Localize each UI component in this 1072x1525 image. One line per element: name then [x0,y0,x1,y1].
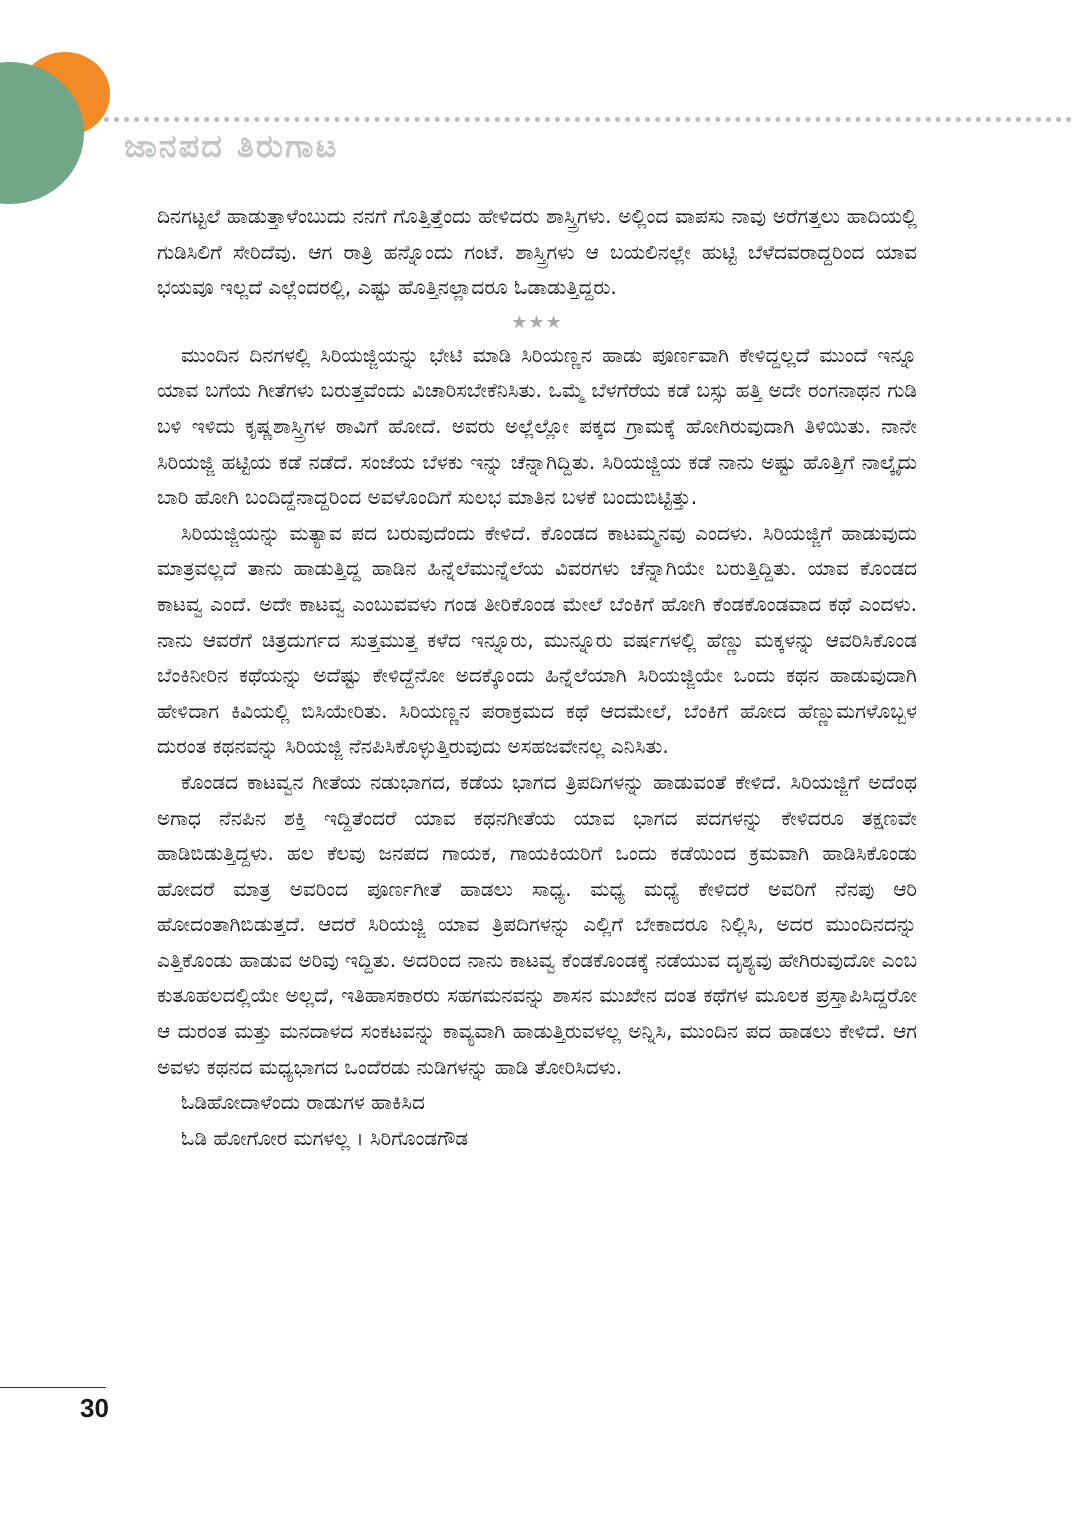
paragraph: ಮುಂದಿನ ದಿನಗಳಲ್ಲಿ ಸಿರಿಯಜ್ಜಿಯನ್ನು ಭೇಟಿ ಮಾಡಿ ಸಿರಿಯಣ್ಣನ ಹಾಡು ಪೂರ್ಣವಾಗಿ ಕೇಳಿದ್ದಲ್ಲದೆ ಮುಂದೆ ಇನ್ನೂ ಯಾವ ಬಗೆಯ ಗೀತೆಗಳು ಬರುತ್ತವೆಂದು ವಿಚಾರಿಸಬೇಕೆನಿಸಿತು. ಒಮ್ಮೆ ಬೆಳಗೆರೆಯ ಕಡೆ ಬಸ್ಸು ಹತ್ತಿ ಅದೇ ರಂಗನಾಥನ ಗುಡಿ ಬಳಿ ಇಳಿದು ಕೃಷ್ಣಶಾಸ್ತ್ರಿಗಳ ಠಾವಿಗೆ ಹೋದೆ. ಅವರು ಅಲ್ಲೆಲ್ಲೋ ಪಕ್ಕದ ಗ್ರಾಮಕ್ಕೆ ಹೋಗಿರುವುದಾಗಿ ತಿಳಿಯಿತು. ನಾನೇ ಸಿರಿಯಜ್ಜಿ ಹಟ್ಟಿಯ ಕಡೆ ನಡೆದೆ. ಸಂಜೆಯ ಬೆಳಕು ಇನ್ನು ಚೆನ್ನಾಗಿದ್ದಿತು. ಸಿರಿಯಜ್ಜಿಯ ಕಡೆ ನಾನು ಅಷ್ಟು ಹೊತ್ತಿಗೆ ನಾಲ್ಕೈದು ಬಾರಿ ಹೋಗಿ ಬಂದಿದ್ದೆನಾದ್ದರಿಂದ ಅವಳೊಂದಿಗೆ ಸುಲಭ ಮಾತಿನ ಬಳಕೆ ಬಂದುಬಿಟ್ಟಿತ್ತು. [157,342,917,510]
verse-line: ಓಡಿಹೋದಾಳೆಂದು ರಾಡುಗಳ ಹಾಕಿಸಿದ [181,1090,425,1115]
page-number: 30 [80,1393,109,1423]
section-separator-stars: ★★★ [511,311,563,333]
body-text [157,199,917,1156]
paragraph: ಕೊಂಡದ ಕಾಟವ್ವನ ಗೀತೆಯ ನಡುಭಾಗದ, ಕಡೆಯ ಭಾಗದ ತ್ರಿಪದಿಗಳನ್ನು ಹಾಡುವಂತೆ ಕೇಳಿದೆ. ಸಿರಿಯಜ್ಜಿಗೆ ಅದೆಂಥ ಅಗಾಧ ನೆನಪಿನ ಶಕ್ತಿ ಇದ್ದಿತೆಂದರೆ ಯಾವ ಕಥನಗೀತೆಯ ಯಾವ ಭಾಗದ ಪದಗಳನ್ನು ಕೇಳಿದರೂ ತಕ್ಷಣವೇ ಹಾಡಿಬಿಡುತ್ತಿದ್ದಳು. ಹಲ ಕೆಲವು ಜನಪದ ಗಾಯಕ, ಗಾಯಕಿಯರಿಗೆ ಒಂದು ಕಡೆಯಿಂದ ಕ್ರಮವಾಗಿ ಹಾಡಿಸಿಕೊಂಡು ಹೋದರೆ ಮಾತ್ರ ಅವರಿಂದ ಪೂರ್ಣಗೀತೆ ಹಾಡಲು ಸಾಧ್ಯ. ಮಧ್ಯ ಮಧ್ಯೆ ಕೇಳಿದರೆ ಅವರಿಗೆ ನೆನಪು ಆರಿ ಹೋದಂತಾಗಿಬಿಡುತ್ತದೆ. ಆದರೆ ಸಿರಿಯಜ್ಜಿ ಯಾವ ತ್ರಿಪದಿಗಳನ್ನು ಎಲ್ಲಿಗೆ ಬೇಕಾದರೂ ನಿಲ್ಲಿಸಿ, ಅದರ ಮುಂದಿನದನ್ನು ಎತ್ತಿಕೊಂಡು ಹಾಡುವ ಅರಿವು ಇದ್ದಿತು. ಅದರಿಂದ ನಾನು ಕಾಟವ್ವ ಕೆಂಡಕೊಂಡಕ್ಕೆ ನಡೆಯುವ ದೃಶ್ಯವು ಹೇಗಿರುವುದೋ ಎಂಬ ಕುತೂಹಲದಲ್ಲಿಯೇ ಅಲ್ಲದೆ, ಇತಿಹಾಸಕಾರರು ಸಹಗಮನವನ್ನು ಶಾಸನ ಮುಖೇನ ದಂತ ಕಥೆಗಳ ಮೂಲಕ ಪ್ರಸ್ತಾಪಿಸಿದ್ದರೋ ಆ ದುರಂತ ಮತ್ತು ಮನದಾಳದ ಸಂಕಟವನ್ನು ಕಾವ್ಯವಾಗಿ ಹಾಡುತ್ತಿರುವಳಲ್ಲ ಅನ್ನಿಸಿ, ಮುಂದಿನ ಪದ ಹಾಡಲು ಕೇಳಿದೆ. ಆಗ ಅವಳು ಕಥನದ ಮಧ್ಯಭಾಗದ ಒಂದೆರಡು ನುಡಿಗಳನ್ನು ಹಾಡಿ ತೋರಿಸಿದಳು. [157,769,917,1079]
verse-line: ಓಡಿ ಹೋಗೋರ ಮಗಳಲ್ಲ । ಸಿರಿಗೊಂಡಗೌಡ [181,1125,469,1150]
running-header-title: ಜಾನಪದ ತಿರುಗಾಟ [124,127,339,165]
paragraph: ಸಿರಿಯಜ್ಜಿಯನ್ನು ಮತ್ಯಾವ ಪದ ಬರುವುದೆಂದು ಕೇಳಿದೆ. ಕೊಂಡದ ಕಾಟಮ್ಮನವು ಎಂದಳು. ಸಿರಿಯಜ್ಜಿಗೆ ಹಾಡುವುದು ಮಾತ್ರವಲ್ಲದೆ ತಾನು ಹಾಡುತ್ತಿದ್ದ ಹಾಡಿನ ಹಿನ್ನೆಲೆಮುನ್ನೆಲೆಯ ವಿವರಗಳು ಚೆನ್ನಾಗಿಯೇ ಬರುತ್ತಿದ್ದಿತು. ಯಾವ ಕೊಂಡದ ಕಾಟವ್ವ ಎಂದೆ. ಅದೇ ಕಾಟವ್ವ ಎಂಬುವವಳು ಗಂಡ ತೀರಿಕೊಂಡ ಮೇಲೆ ಬೆಂಕಿಗೆ ಹೋಗಿ ಕೆಂಡಕೊಂಡವಾದ ಕಥೆ ಎಂದಳು. ನಾನು ಆವರೆಗೆ ಚಿತ್ರದುರ್ಗದ ಸುತ್ತಮುತ್ತ ಕಳೆದ ಇನ್ನೂರು, ಮುನ್ನೂರು ವರ್ಷಗಳಲ್ಲಿ ಹೆಣ್ಣು ಮಕ್ಕಳನ್ನು ಆವರಿಸಿಕೊಂಡ ಬೆಂಕಿನೀರಿನ ಕಥೆಯನ್ನು ಅದೆಷ್ಟು ಕೇಳಿದ್ದೆನೋ ಅದಕ್ಕೊಂದು ಹಿನ್ನೆಲೆಯಾಗಿ ಸಿರಿಯಜ್ಜಿಯೇ ಒಂದು ಕಥನ ಹಾಡುವುದಾಗಿ ಹೇಳಿದಾಗ ಕಿವಿಯಲ್ಲಿ ಬಿಸಿಯೇರಿತು. ಸಿರಿಯಣ್ಣನ ಪರಾಕ್ರಮದ ಕಥೆ ಆದಮೇಲೆ, ಬೆಂಕಿಗೆ ಹೋದ ಹೆಣ್ಣುಮಗಳೊಬ್ಬಳ ದುರಂತ ಕಥನವನ್ನು ಸಿರಿಯಜ್ಜಿ ನೆನಪಿಸಿಕೊಳ್ಳುತ್ತಿರುವುದು ಅಸಹಜವೇನಲ್ಲ ಎನಿಸಿತು. [157,520,917,759]
paragraph: ದಿನಗಟ್ಟಲೆ ಹಾಡುತ್ತಾಳೆಂಬುದು ನನಗೆ ಗೊತ್ತಿತ್ತೆಂದು ಹೇಳಿದರು ಶಾಸ್ತ್ರಿಗಳು. ಅಲ್ಲಿಂದ ವಾಪಸು ನಾವು ಅರೆಗತ್ತಲು ಹಾದಿಯಲ್ಲಿ ಗುಡಿಸಿಲಿಗೆ ಸೇರಿದೆವು. ಆಗ ರಾತ್ರಿ ಹನ್ನೊಂದು ಗಂಟೆ. ಶಾಸ್ತ್ರಿಗಳು ಆ ಬಯಲಿನಲ್ಲೇ ಹುಟ್ಟಿ ಬೆಳೆದವರಾದ್ದರಿಂದ ಯಾವ ಭಯವೂ ಇಲ್ಲದೆ ಎಲ್ಲೆಂದರಲ್ಲಿ, ಎಷ್ಟು ಹೊತ್ತಿನಲ್ಲಾದರೂ ಓಡಾಡುತ್ತಿದ್ದರು. [157,204,917,300]
page-number-rule [0,1387,106,1388]
folk-song-verse [157,1085,917,1156]
header-dotted-rule [104,117,1072,122]
